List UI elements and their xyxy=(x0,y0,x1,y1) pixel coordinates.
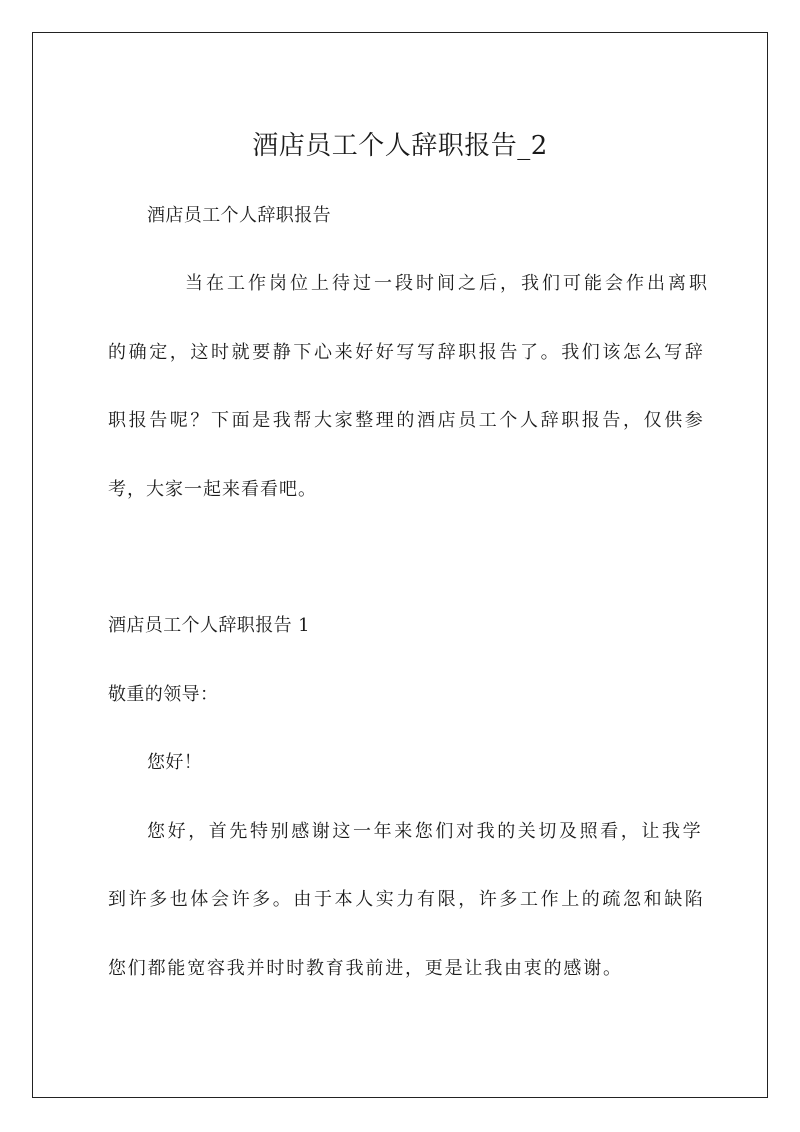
page-border xyxy=(32,32,768,1098)
document-subtitle: 酒店员工个人辞职报告 xyxy=(147,205,331,226)
section-heading: 酒店员工个人辞职报告 1 xyxy=(108,615,310,636)
intro-line-4: 考，大家一起来看看吧。 xyxy=(108,479,317,500)
body-line-3: 您们都能宽容我并时时教育我前进，更是让我由衷的感谢。 xyxy=(108,958,623,979)
body-line-1: 您好，首先特别感谢这一年来您们对我的关切及照看，让我学 xyxy=(147,821,704,842)
intro-line-1: 当在工作岗位上待过一段时间之后，我们可能会作出离职 xyxy=(185,273,710,294)
intro-line-3: 职报告呢？下面是我帮大家整理的酒店员工个人辞职报告，仅供参 xyxy=(108,410,706,431)
intro-line-2: 的确定，这时就要静下心来好好写写辞职报告了。我们该怎么写辞 xyxy=(108,342,706,363)
greeting: 您好！ xyxy=(147,752,203,773)
document-title: 酒店员工个人辞职报告_2 xyxy=(252,131,548,161)
body-line-2: 到许多也体会许多。由于本人实力有限，许多工作上的疏忽和缺陷 xyxy=(108,889,706,910)
salutation: 敬重的领导： xyxy=(108,684,219,705)
